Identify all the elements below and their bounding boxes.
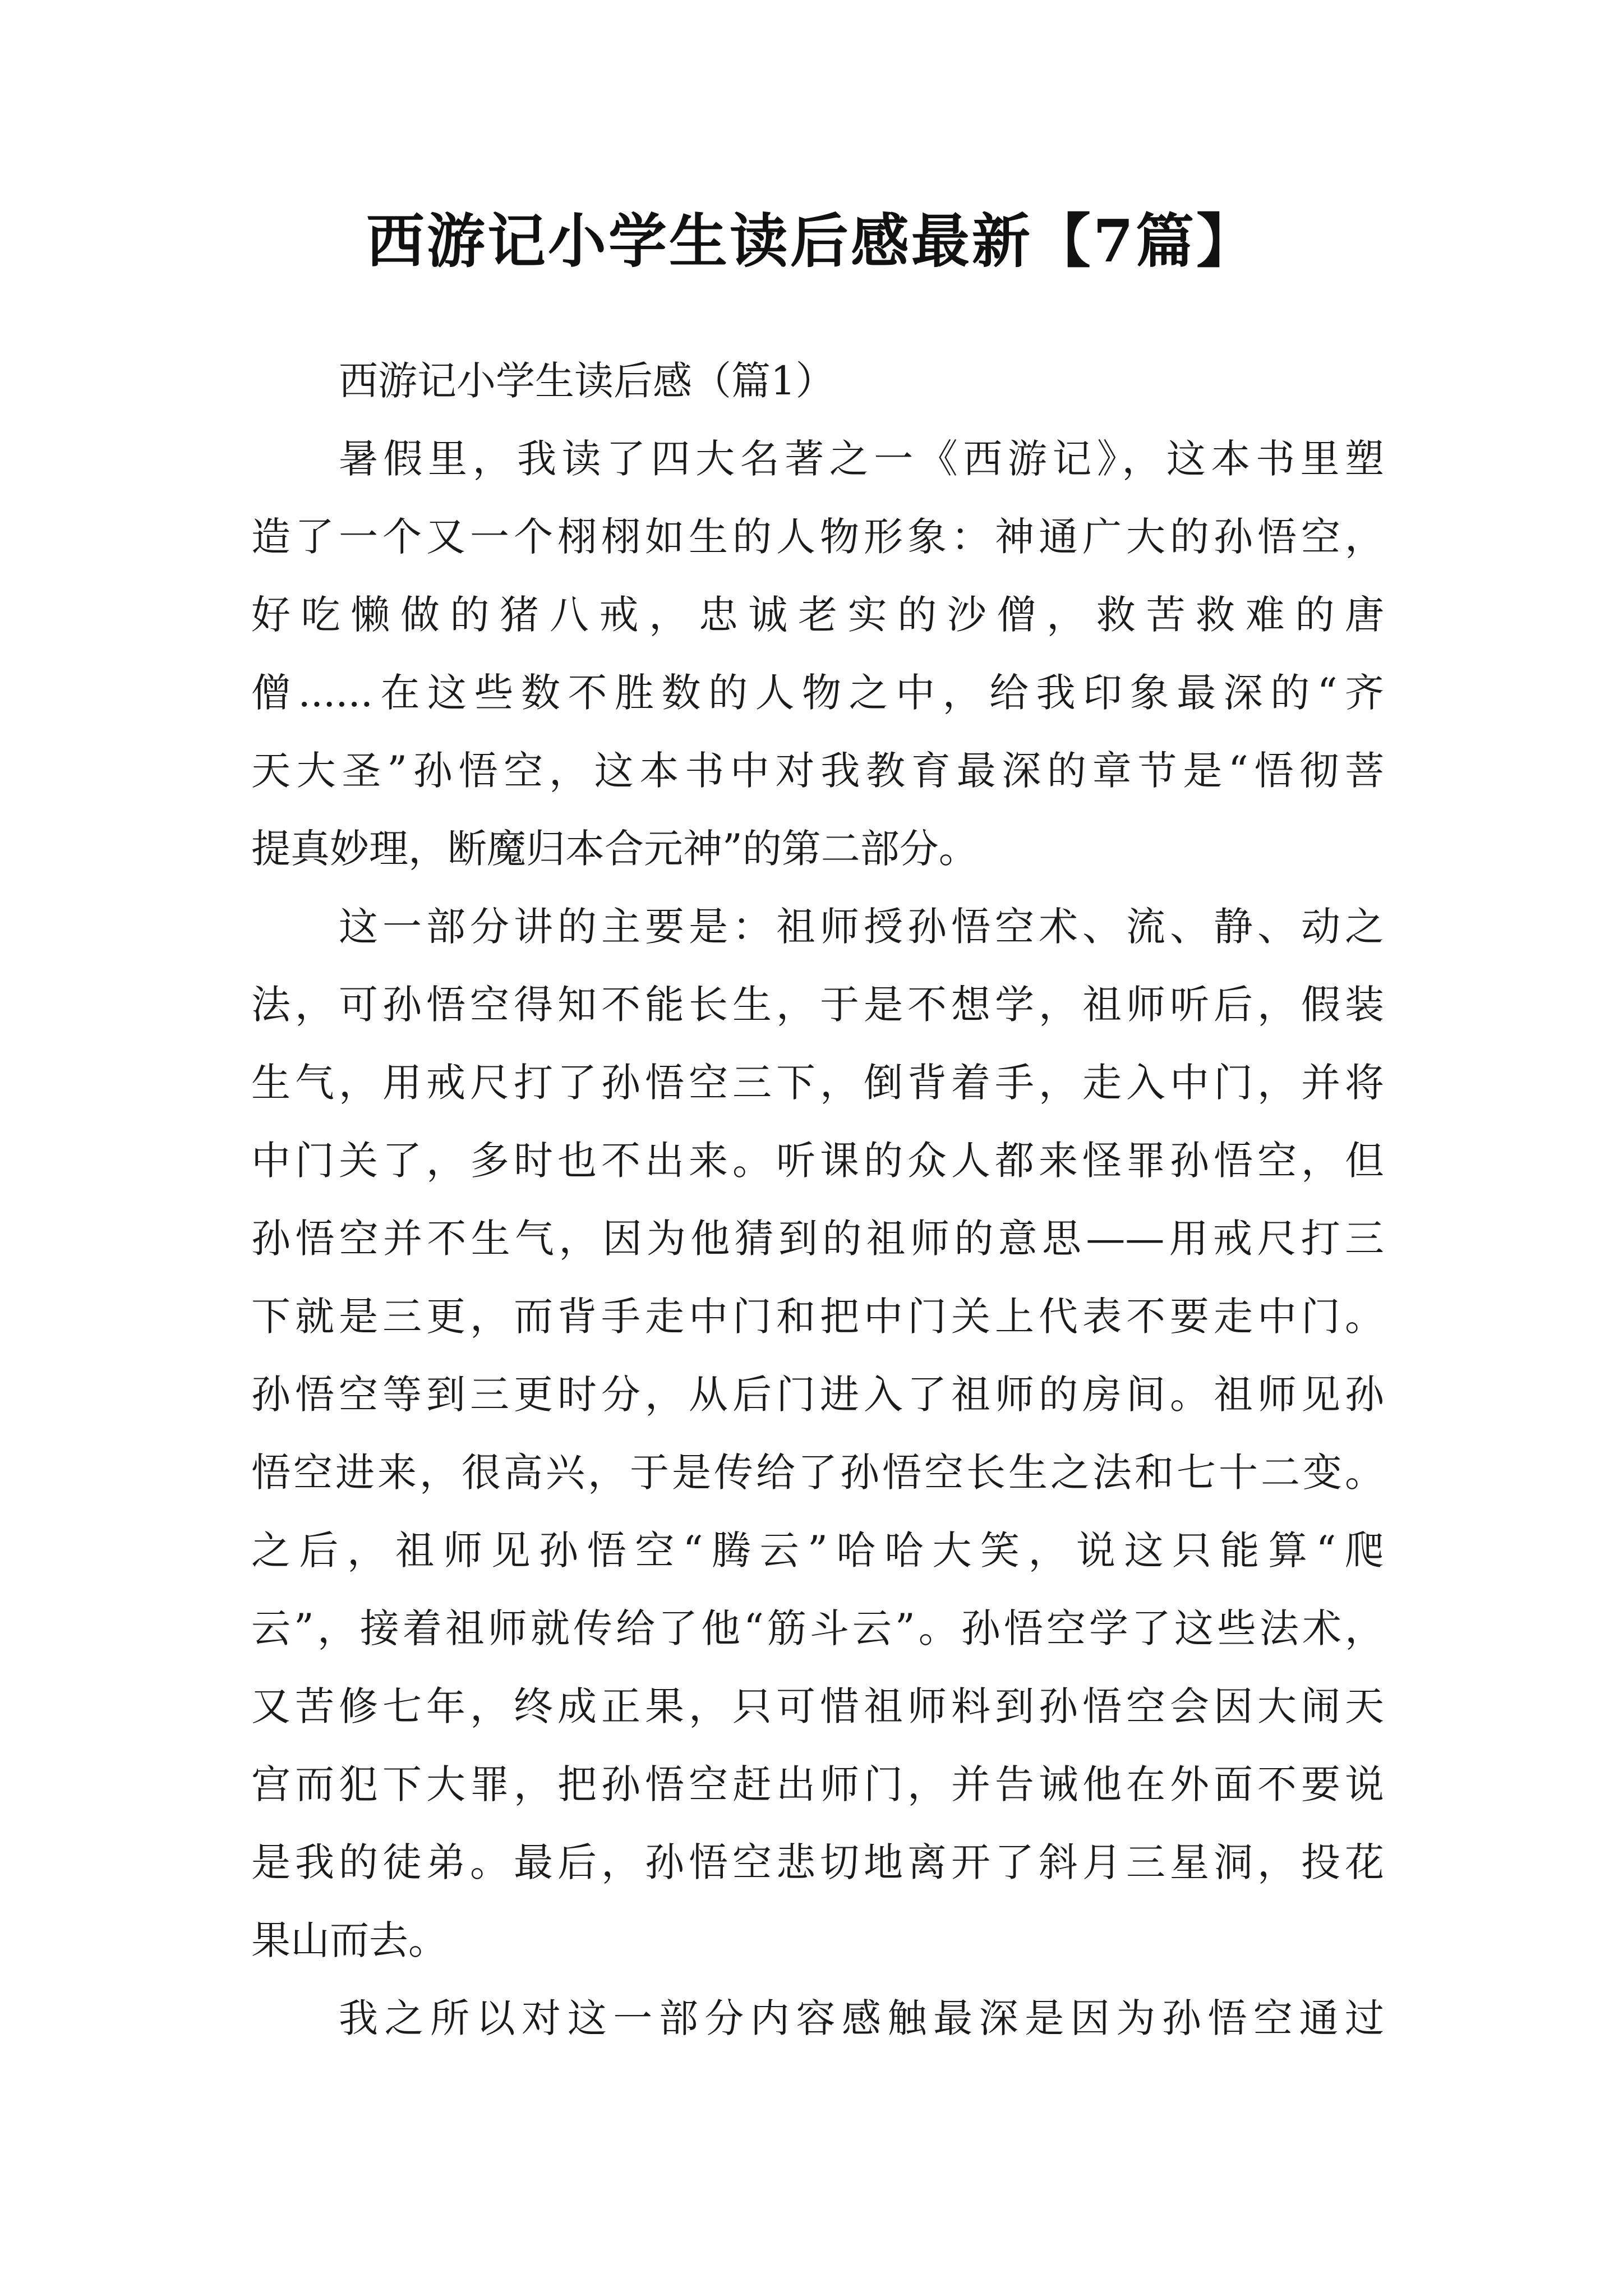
paragraph-line: 果山而去。 — [251, 1917, 448, 1963]
paragraph-line: 是我的徒弟。最后，孙悟空悲切地离开了斜月三星洞，投花 — [251, 1839, 1384, 1885]
paragraph-line: 云”，接着祖师就传给了他“筋斗云”。孙悟空学了这些法术， — [251, 1605, 1384, 1651]
paragraph-1 — [251, 420, 1384, 888]
paragraph-line: 悟空进来，很高兴，于是传给了孙悟空长生之法和七十二变。 — [251, 1450, 1384, 1496]
paragraph-line: 下就是三更，而背手走中门和把中门关上代表不要走中门。 — [251, 1294, 1384, 1340]
paragraph-line: 提真妙理，断魔归本合元神”的第二部分。 — [251, 826, 978, 872]
paragraph-2 — [251, 888, 1384, 1980]
paragraph-line: 造了一个又一个栩栩如生的人物形象：神通广大的孙悟空， — [251, 514, 1384, 560]
paragraph-line: 好吃懒做的猪八戒，忠诚老实的沙僧，救苦救难的唐 — [251, 592, 1384, 638]
paragraph-line: 中门关了，多时也不出来。听课的众人都来怪罪孙悟空，但 — [251, 1138, 1384, 1184]
paragraph-line: 这一部分讲的主要是：祖师授孙悟空术、流、静、动之 — [339, 904, 1384, 950]
document-body — [251, 342, 1384, 2058]
paragraph-3 — [251, 1980, 1384, 2058]
paragraph-line: 孙悟空等到三更时分，从后门进入了祖师的房间。祖师见孙 — [251, 1372, 1384, 1418]
paragraph-line: 僧......在这些数不胜数的人物之中，给我印象最深的“齐 — [251, 670, 1384, 716]
document-title: 西游记小学生读后感最新【7篇】 — [366, 206, 1257, 275]
paragraph-line: 孙悟空并不生气，因为他猜到的祖师的意思——用戒尺打三 — [251, 1216, 1384, 1262]
paragraph-line: 又苦修七年，终成正果，只可惜祖师料到孙悟空会因大闹天 — [251, 1683, 1384, 1729]
section-heading: 西游记小学生读后感（篇1） — [339, 358, 835, 404]
paragraph-line: 法，可孙悟空得知不能长生，于是不想学，祖师听后，假装 — [251, 982, 1384, 1028]
paragraph-line: 生气，用戒尺打了孙悟空三下，倒背着手，走入中门，并将 — [251, 1060, 1384, 1106]
paragraph-line: 宫而犯下大罪，把孙悟空赶出师门，并告诫他在外面不要说 — [251, 1761, 1384, 1807]
paragraph-line: 我之所以对这一部分内容感触最深是因为孙悟空通过 — [339, 1995, 1384, 2041]
paragraph-line: 天大圣”孙悟空，这本书中对我教育最深的章节是“悟彻菩 — [251, 748, 1384, 794]
paragraph-line: 暑假里，我读了四大名著之一《西游记》，这本书里塑 — [339, 436, 1384, 482]
paragraph-line: 之后，祖师见孙悟空“腾云”哈哈大笑，说这只能算“爬 — [251, 1527, 1384, 1573]
